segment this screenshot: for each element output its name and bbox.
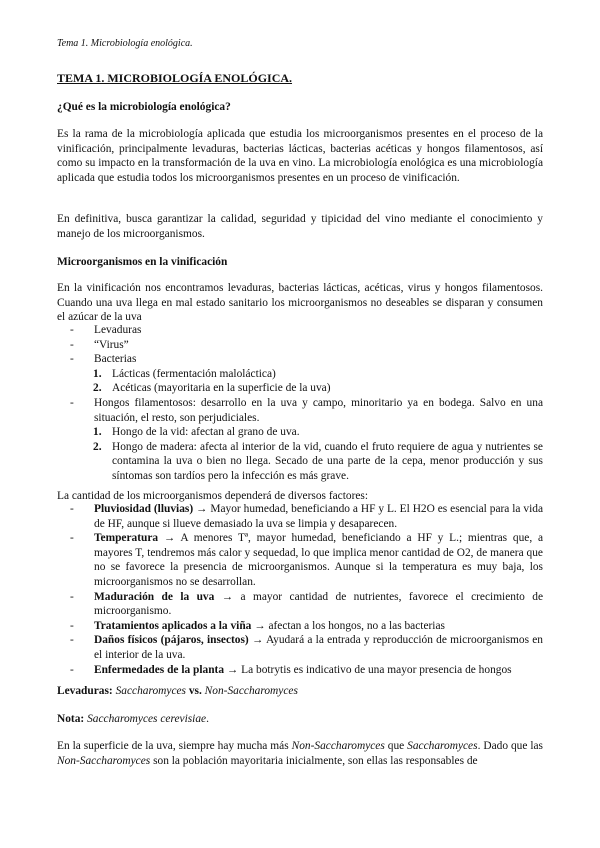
factors-list [57, 502, 543, 677]
running-header: Tema 1. Microbiología enológica. [57, 38, 193, 49]
list-item: - Bacterias 1. Lácticas (fermentación maloláctica) 2. Acéticas (mayoritaria en la superficie de la uva) [57, 352, 543, 396]
list-item: - Hongos filamentosos: desarrollo en la uva y campo, minoritario ya en bodega. Salvo en una situación, el resto, son perjudiciales. 1. Hongo de la vid: afectan al grano de uva. 2. Hongo de madera: afecta al interior de la vid, cuando el fruto requiere de agua y nutrientes se contamina la uva o bien no llega. Secado de una parte de la cepa, menor producción y sus síntomas son tardíos pero la infección es más grave. [57, 396, 543, 484]
factor-item: - Daños físicos (pájaros, insectos) → Ayudará a la entrada y reproducción de microorganismos en el interior de la uva. [57, 633, 543, 662]
list-item: - Levaduras [57, 323, 543, 338]
note: Nota: Saccharomyces cerevisiae. [57, 713, 209, 725]
sublist-item: 2. Acéticas (mayoritaria en la superficie de la uva) [93, 382, 331, 395]
sublist-item: 1. Lácticas (fermentación maloláctica) [93, 367, 276, 380]
microorganism-list [57, 323, 543, 484]
paragraph-summary: En definitiva, busca garantizar la calidad, seguridad y tipicidad del vino mediante el conocimiento y manejo de los microorganismos. [57, 213, 543, 240]
yeasts-heading: Levaduras: Saccharomyces vs. Non-Saccharomyces [57, 685, 298, 697]
sublist-item: 1. Hongo de la vid: afectan al grano de uva. [93, 426, 300, 439]
sublist-item: 2. Hongo de madera: afecta al interior de la vid, cuando el fruto requiere de agua y nutrientes se contamina la uva o bien no llega. Secado de una parte de la cepa, menor producción y sus síntomas son tardíos pero la infección es más grave. [93, 440, 543, 482]
section-heading-microorganisms: Microorganismos en la vinificación [57, 256, 228, 268]
factor-item: - Temperatura → A menores Tª, mayor humedad, beneficiando a HF y L.; mientras que, a mayores T, tendremos más calor y sequedad, lo que implica menor cantidad de O2, de manera que no se favorece la presencia de microorganismos. Aunque si la temperatura es muy baja, los microorganismos no se desarrollan. [57, 531, 543, 589]
paragraph-factors-intro: La cantidad de los microorganismos dependerá de diversos factores: [57, 490, 369, 502]
factor-item: - Maduración de la uva → a mayor cantidad de nutrientes, favorece el crecimiento de microorganismo. [57, 590, 543, 619]
list-item: - “Virus” [57, 338, 543, 353]
factor-item: - Tratamientos aplicados a la viña → afectan a los hongos, no a las bacterias [57, 619, 543, 634]
bacteria-sublist [57, 367, 543, 396]
factor-item: - Pluviosidad (lluvias) → Mayor humedad, beneficiando a HF y L. El H2O es esencial para la vida de HF, aunque si llueve demasiado la uva se limpia y desaparecen. [57, 502, 543, 531]
document-title: TEMA 1. MICROBIOLOGÍA ENOLÓGICA. [57, 71, 293, 85]
paragraph-microorganisms: En la vinificación nos encontramos levaduras, bacterias lácticas, acéticas, virus y hongos filamentosos. Cuando una uva llega en mal estado sanitario los microorganismos no deseables se disparan y consumen el azúcar de la uva [57, 282, 543, 324]
factor-item: - Enfermedades de la planta → La botrytis es indicativo de una mayor presencia de hongos [57, 663, 543, 678]
fungi-sublist [57, 425, 543, 483]
paragraph-definition: Es la rama de la microbiología aplicada que estudia los microorganismos presentes en el proceso de la vinificación, principalmente levaduras, bacterias lácticas, bacterias acéticas y hongos filamentosos, así como su impacto en la transformación de la uva en vino. La microbiología enológica es una microbiología aplicada que estudia todos los microorganismos presentes en un proceso de vinificación. [57, 128, 543, 184]
section-question: ¿Qué es la microbiología enológica? [57, 101, 231, 113]
paragraph-yeast-surface: En la superficie de la uva, siempre hay mucha más Non-Saccharomyces que Saccharomyces. Dado que las Non-Saccharomyces son la población mayoritaria inicialmente, son ellas las responsables de [57, 740, 543, 767]
